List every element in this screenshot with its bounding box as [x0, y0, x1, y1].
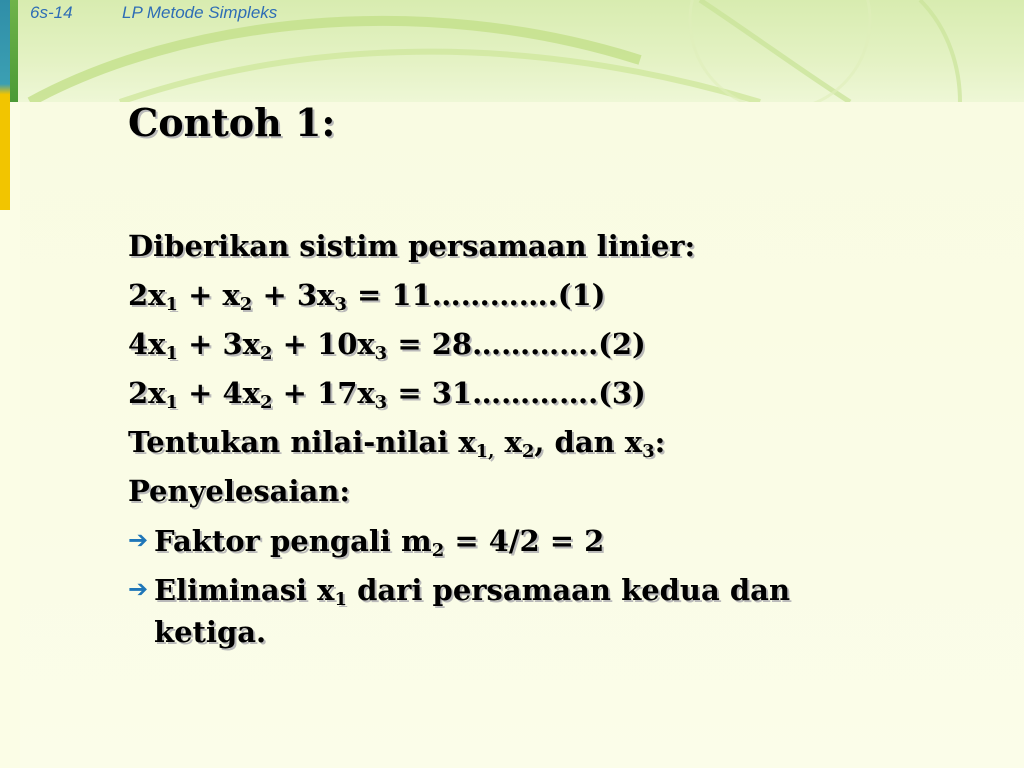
slide-topic: LP Metode Simpleks [122, 3, 278, 22]
intro-text: Diberikan sistim persamaan linier: [128, 229, 696, 263]
equation-3: $2x_1 + 4x_2 + 17x_3$ = 31………….(3) [128, 376, 646, 413]
slide-number: 6s-14 [30, 3, 73, 22]
arrow-right-icon: ➔ [128, 526, 149, 554]
left-accent-bar [0, 0, 10, 210]
bullet-text-1: Faktor pengali $m_2 = 4/2 = 2$ [154, 524, 605, 561]
bullet-item-1 [128, 520, 888, 569]
slide-body [128, 226, 888, 659]
equation-1: $2x_1 + x_2 + 3x_3$ = 11………….(1) [128, 278, 606, 315]
equation-2: $4x_1 + 3x_2 + 10x_3$ = 28………….(2) [128, 327, 646, 364]
solution-label: Penyelesaian: [128, 474, 351, 508]
arrow-right-icon: ➔ [128, 575, 149, 603]
slide-title: Contoh 1: [128, 100, 336, 145]
bullet-text-2: Eliminasi $x_1$ dari persamaan kedua dan ketiga. [154, 573, 791, 649]
bullet-item-2 [128, 569, 888, 659]
slide-header-band [0, 0, 1024, 102]
left-accent-bar-green [10, 0, 18, 102]
question-text: Tentukan nilai-nilai $x_{1,}$ $x_2$, dan $x_3$: [128, 425, 666, 462]
